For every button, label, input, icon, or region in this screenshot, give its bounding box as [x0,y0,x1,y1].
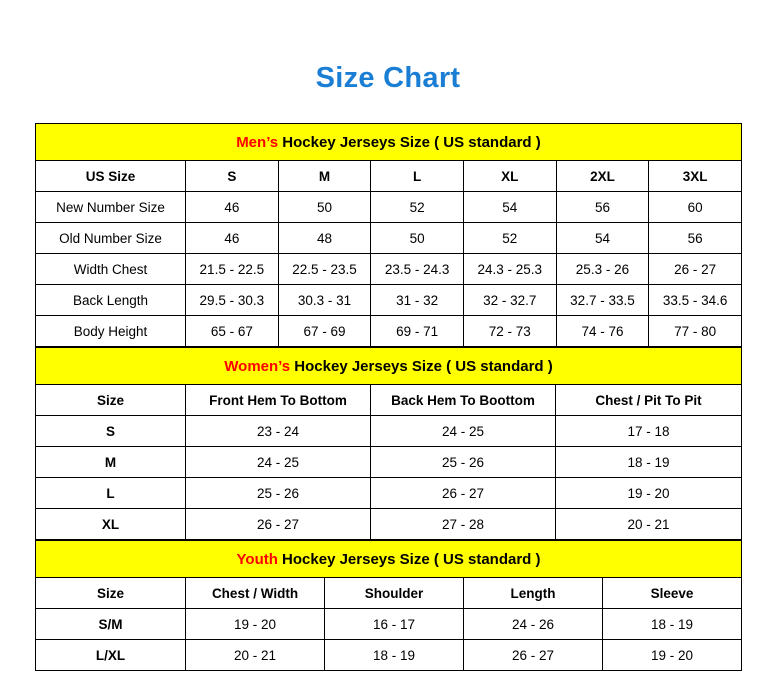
data-cell: 18 - 19 [325,640,464,671]
data-cell: 27 - 28 [371,509,556,540]
data-cell: 19 - 20 [603,640,742,671]
table-row [36,254,742,285]
data-cell: 54 [556,223,649,254]
row-label: M [36,447,186,478]
table-header-row [36,385,742,416]
table-row [36,223,742,254]
row-label: S [36,416,186,447]
data-cell: 52 [371,192,464,223]
data-cell: 50 [278,192,371,223]
data-cell: 23.5 - 24.3 [371,254,464,285]
row-label: Old Number Size [36,223,186,254]
data-cell: 19 - 20 [556,478,742,509]
data-cell: 26 - 27 [464,640,603,671]
mens-header-cell: US Size [36,161,186,192]
page-title: Size Chart [315,62,461,94]
youth-header-cell: Size [36,578,186,609]
youth-header-cell: Sleeve [603,578,742,609]
data-cell: 56 [649,223,742,254]
data-cell: 20 - 21 [186,640,325,671]
data-cell: 18 - 19 [556,447,742,478]
womens-size-table [35,347,742,540]
data-cell: 74 - 76 [556,316,649,347]
data-cell: 17 - 18 [556,416,742,447]
data-cell: 25.3 - 26 [556,254,649,285]
table-row [36,509,742,540]
data-cell: 25 - 26 [186,478,371,509]
mens-size-table [35,123,742,347]
row-label: L/XL [36,640,186,671]
data-cell: 48 [278,223,371,254]
mens-banner-rest: Hockey Jerseys Size ( US standard ) [278,133,541,151]
table-row [36,192,742,223]
mens-header-cell: L [371,161,464,192]
row-label: Body Height [36,316,186,347]
data-cell: 24.3 - 25.3 [463,254,556,285]
row-label: S/M [36,609,186,640]
data-cell: 69 - 71 [371,316,464,347]
data-cell: 65 - 67 [186,316,279,347]
data-cell: 77 - 80 [649,316,742,347]
data-cell: 30.3 - 31 [278,285,371,316]
row-label: L [36,478,186,509]
data-cell: 24 - 26 [464,609,603,640]
data-cell: 67 - 69 [278,316,371,347]
mens-header-cell: M [278,161,371,192]
data-cell: 26 - 27 [649,254,742,285]
table-row [36,609,742,640]
mens-header-cell: XL [463,161,556,192]
data-cell: 54 [463,192,556,223]
data-cell: 32.7 - 33.5 [556,285,649,316]
mens-banner [36,124,742,161]
row-label: XL [36,509,186,540]
data-cell: 19 - 20 [186,609,325,640]
row-label: New Number Size [36,192,186,223]
womens-header-cell: Back Hem To Boottom [371,385,556,416]
data-cell: 16 - 17 [325,609,464,640]
row-label: Back Length [36,285,186,316]
womens-banner [36,348,742,385]
youth-header-cell: Chest / Width [186,578,325,609]
data-cell: 46 [186,192,279,223]
mens-banner-highlight: Men’s [236,133,279,151]
table-header-row [36,161,742,192]
mens-header-cell: 3XL [649,161,742,192]
data-cell: 31 - 32 [371,285,464,316]
data-cell: 22.5 - 23.5 [278,254,371,285]
youth-banner-rest: Hockey Jerseys Size ( US standard ) [277,550,541,568]
data-cell: 52 [463,223,556,254]
data-cell: 20 - 21 [556,509,742,540]
youth-banner-highlight: Youth [236,550,278,568]
data-cell: 23 - 24 [186,416,371,447]
table-row [36,478,742,509]
womens-header-cell: Chest / Pit To Pit [556,385,742,416]
size-tables-container [35,123,741,671]
data-cell: 46 [186,223,279,254]
table-banner-row [36,124,742,161]
data-cell: 18 - 19 [603,609,742,640]
data-cell: 56 [556,192,649,223]
table-row [36,416,742,447]
table-row [36,447,742,478]
table-row [36,285,742,316]
data-cell: 24 - 25 [186,447,371,478]
data-cell: 24 - 25 [371,416,556,447]
table-banner-row [36,348,742,385]
mens-header-cell: 2XL [556,161,649,192]
womens-header-cell: Size [36,385,186,416]
table-header-row [36,578,742,609]
womens-header-cell: Front Hem To Bottom [186,385,371,416]
table-row [36,316,742,347]
data-cell: 21.5 - 22.5 [186,254,279,285]
youth-header-cell: Length [464,578,603,609]
youth-banner [36,541,742,578]
data-cell: 72 - 73 [463,316,556,347]
mens-header-cell: S [186,161,279,192]
data-cell: 50 [371,223,464,254]
table-banner-row [36,541,742,578]
data-cell: 26 - 27 [186,509,371,540]
youth-size-table [35,540,742,671]
data-cell: 60 [649,192,742,223]
data-cell: 32 - 32.7 [463,285,556,316]
womens-banner-rest: Hockey Jerseys Size ( US standard ) [290,357,553,375]
data-cell: 33.5 - 34.6 [649,285,742,316]
youth-header-cell: Shoulder [325,578,464,609]
data-cell: 29.5 - 30.3 [186,285,279,316]
row-label: Width Chest [36,254,186,285]
data-cell: 26 - 27 [371,478,556,509]
table-row [36,640,742,671]
womens-banner-highlight: Women’s [224,357,291,375]
data-cell: 25 - 26 [371,447,556,478]
